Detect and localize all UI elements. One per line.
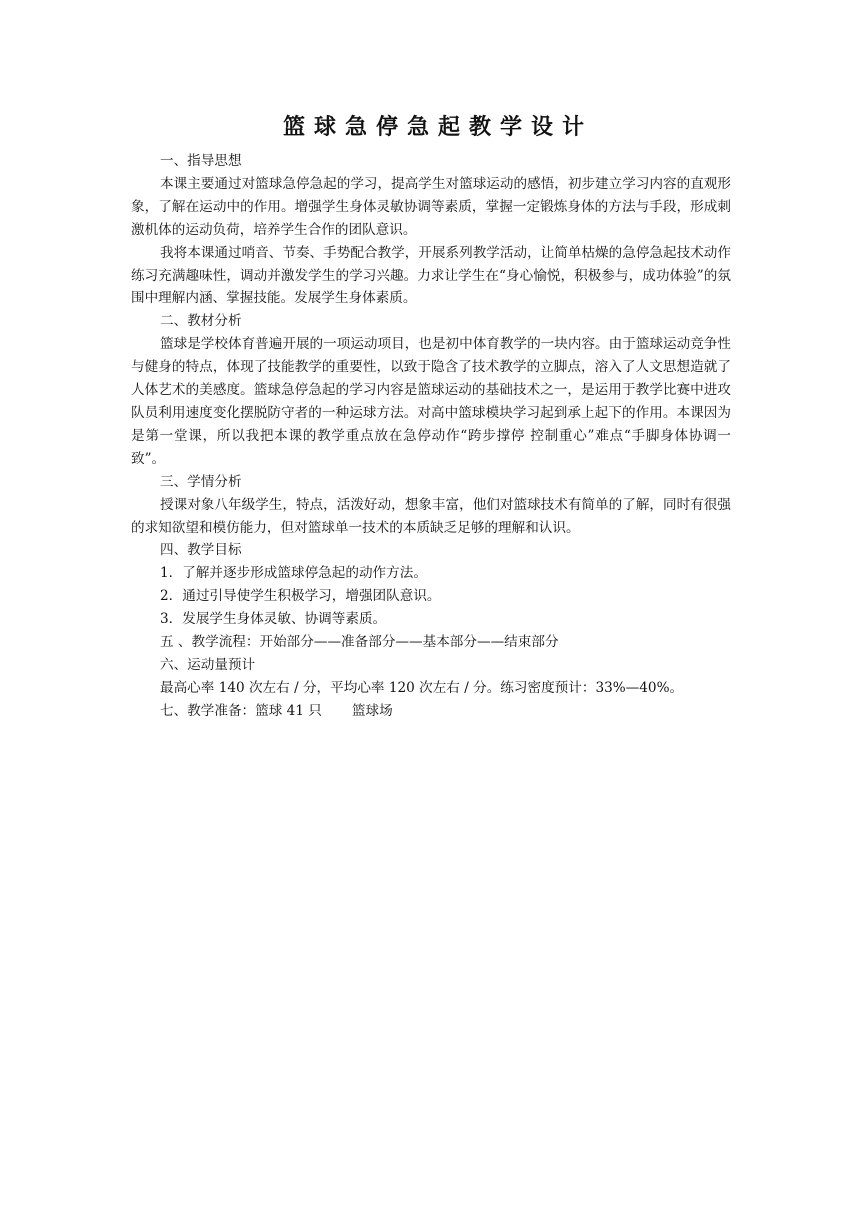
list-item: 1．了解并逐步形成篮球停急起的动作方法。 bbox=[160, 565, 427, 582]
paragraph: 篮球是学校体育普遍开展的一项运动项目，也是初中体育教学的一块内容。由于篮球运动竞争性与健身的特点，体现了技能教学的重要性，以致于隐含了技术教学的立脚点，溶入了人文思想造就了人体艺术的美感度。篮球急停急起的学习内容是篮球运动的基础技术之一，是运用于教学比赛中进攻队员利用速度变化摆脱防守者的一种运球方法。对高中篮球模块学习起到承上起下的作用。本课因为是第一堂课，所以我把本课的教学重点放在急停动作“跨步撑停 控制重心”难点“手脚身体协调一致”。 bbox=[131, 336, 731, 467]
section-heading-teaching-preparation bbox=[131, 700, 731, 723]
document-body bbox=[131, 112, 731, 723]
list-item: 2．通过引导使学生积极学习，增强团队意识。 bbox=[160, 588, 441, 605]
paragraph: 我将本课通过哨音、节奏、手势配合教学，开展系列教学活动，让简单枯燥的急停急起技术动作练习充满趣味性，调动并激发学生的学习兴趣。力求让学生在“身心愉悦，积极参与，成功体验”的氛围中理解内涵、掌握技能。发展学生身体素质。 bbox=[131, 244, 731, 307]
document-title: 篮球急停急起教学设计 bbox=[282, 115, 593, 140]
list-item: 3．发展学生身体灵敏、协调等素质。 bbox=[160, 611, 387, 628]
section-heading-teaching-process: 五 、教学流程：开始部分——准备部分——基本部分——结束部分 bbox=[160, 634, 559, 651]
section-heading-exercise-load: 六、运动量预计 bbox=[160, 656, 256, 673]
paragraph: 授课对象八年级学生，特点，活泼好动，想象丰富，他们对篮球技术有简单的了解，同时有很强的求知欲望和模仿能力，但对篮球单一技术的本质缺乏足够的理解和认识。 bbox=[131, 496, 731, 536]
paragraph: 本课主要通过对篮球急停急起的学习，提高学生对篮球运动的感悟，初步建立学习内容的直观形象，了解在运动中的作用。增强学生身体灵敏协调等素质，掌握一定锻炼身体的方法与手段，形成刺激机体的运动负荷，培养学生合作的团队意识。 bbox=[131, 175, 731, 238]
section-heading-student-analysis: 三、学情分析 bbox=[160, 473, 242, 490]
section-heading-teaching-objectives: 四、教学目标 bbox=[160, 542, 242, 559]
section-heading-material-analysis: 二、教材分析 bbox=[160, 313, 242, 330]
preparation-equipment: 七、教学准备：篮球 41 只 bbox=[160, 702, 322, 719]
section-heading-guiding-ideology: 一、指导思想 bbox=[160, 153, 242, 169]
list-item: 最高心率 140 次左右 / 分，平均心率 120 次左右 / 分。练习密度预计：33%—40%。 bbox=[160, 679, 684, 696]
preparation-venue: 篮球场 bbox=[351, 702, 393, 719]
